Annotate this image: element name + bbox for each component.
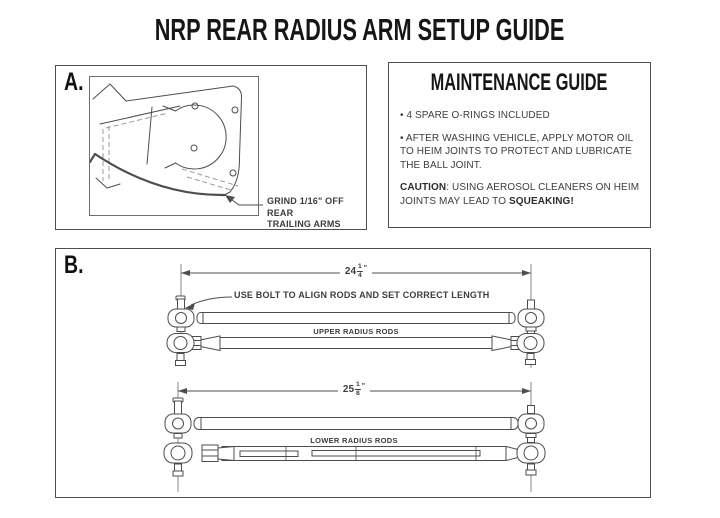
maintenance-bullet-1: • 4 SPARE O-RINGS INCLUDED xyxy=(400,110,550,121)
section-a-panel xyxy=(55,65,367,230)
grind-annotation-line2: TRAILING ARMS xyxy=(267,219,341,229)
upper-dim-fraction: $\frac{1}{4}$ xyxy=(358,263,362,279)
maintenance-bullet-2: • AFTER WASHING VEHICLE, APPLY MOTOR OIL TO HEIM JOINTS TO PROTECT AND LUBRICATE THE BALL JOINT. xyxy=(400,132,633,171)
page-title-row xyxy=(0,12,720,48)
caution-suffix: ! xyxy=(570,195,574,207)
grind-annotation xyxy=(267,196,366,231)
section-a-label: A. xyxy=(64,68,84,96)
maintenance-caution xyxy=(400,181,641,208)
maintenance-body xyxy=(400,109,641,217)
caution-label: CAUTION xyxy=(400,182,447,193)
dimension-label-lower xyxy=(338,382,370,398)
maintenance-panel xyxy=(388,62,651,228)
lower-rods-label: LOWER RADIUS RODS xyxy=(310,436,398,445)
caution-text: : USING AEROSOL CLEANERS ON HEIM JOINTS MAY LEAD TO xyxy=(400,182,640,207)
lower-dim-whole: 25 xyxy=(342,384,355,396)
upper-rods-label: UPPER RADIUS RODS xyxy=(313,327,399,336)
grind-annotation-line1: GRIND 1/16" OFF REAR xyxy=(267,196,344,218)
radius-rods-drawing xyxy=(56,249,649,496)
lower-dim-unit: " xyxy=(361,383,366,390)
bolt-annotation: USE BOLT TO ALIGN RODS AND SET CORRECT LENGTH xyxy=(234,290,490,300)
bracket-frame xyxy=(89,76,259,216)
maintenance-title: MAINTENANCE GUIDE xyxy=(431,69,608,96)
section-b-panel xyxy=(55,248,651,498)
upper-dim-unit: " xyxy=(363,265,368,272)
upper-dim-whole: 24 xyxy=(344,266,357,278)
page-title: NRP REAR RADIUS ARM SETUP GUIDE xyxy=(155,12,565,47)
section-b-label: B. xyxy=(64,251,84,279)
caution-emphasis: SQUEAKING xyxy=(508,195,571,207)
dimension-label-upper xyxy=(340,264,372,280)
lower-dim-fraction: $\frac{1}{8}$ xyxy=(356,381,360,397)
trailing-arm-bracket-drawing xyxy=(90,77,258,215)
